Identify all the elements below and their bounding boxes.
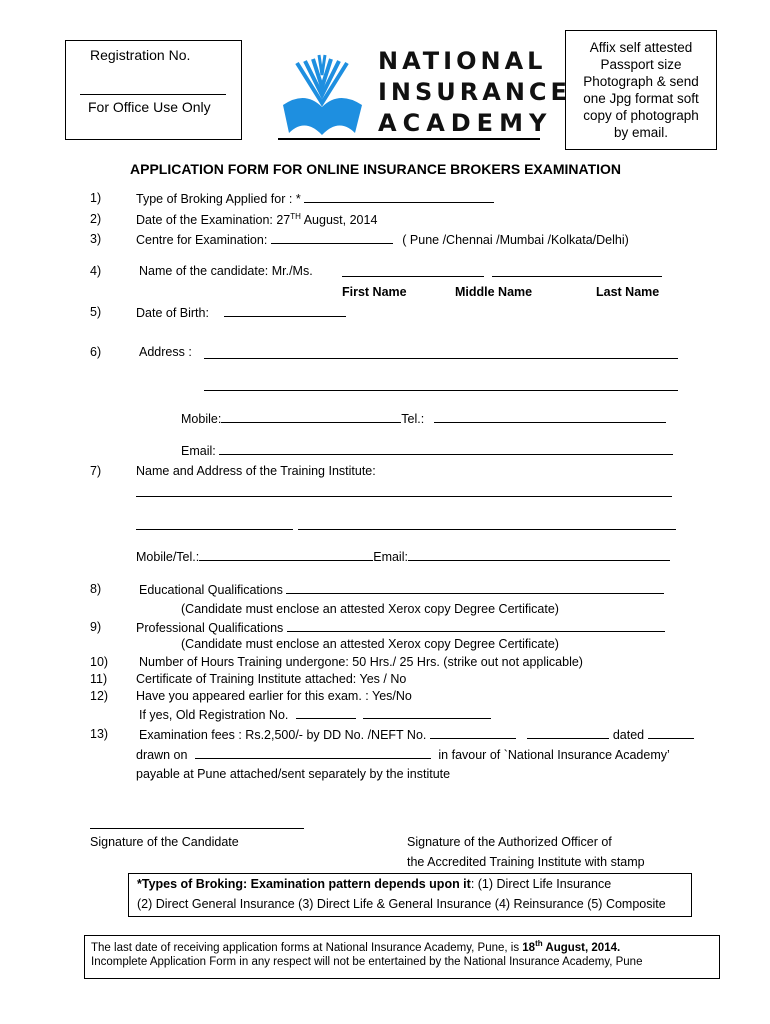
photo-line: by email. [613, 125, 669, 140]
deadline-sup: th [535, 939, 543, 948]
item-number: 2) [90, 212, 102, 226]
item-note: (Candidate must enclose an attested Xerox copy Degree Certificate) [181, 602, 559, 616]
drawn-on-field[interactable] [195, 747, 431, 759]
deadline-note [84, 935, 720, 979]
address-field-2[interactable] [204, 390, 678, 391]
last-name-label: Last Name [596, 285, 660, 299]
item-text: Date of Birth: [136, 306, 209, 320]
item-text: Name and Address of the Training Institute: [136, 464, 376, 478]
deadline-line-1 [91, 939, 620, 954]
item-text: drawn on [136, 748, 188, 762]
old-reg-field-1[interactable] [296, 707, 356, 719]
item-number: 6) [90, 345, 102, 359]
photo-line: Photograph & send [583, 74, 699, 89]
institute-field-2[interactable] [136, 529, 293, 530]
office-use-box [65, 40, 242, 140]
item-number: 5) [90, 305, 102, 319]
old-reg-field-2[interactable] [363, 707, 491, 719]
tel-field[interactable] [434, 411, 666, 423]
item-text: Centre for Examination: [136, 233, 268, 247]
deadline-day: 18 [522, 941, 536, 954]
first-name-label: First Name [342, 285, 407, 299]
item-number: 3) [90, 232, 102, 246]
item-text: Name of the candidate: Mr./Ms. [139, 264, 313, 278]
item-text: Examination fees : Rs.2,500/- by DD No. /NEFT No. [139, 728, 427, 742]
neft-number-field[interactable] [527, 727, 609, 739]
registration-line [80, 94, 226, 95]
education-field[interactable] [286, 582, 664, 594]
institute-mobile-field[interactable] [199, 549, 373, 561]
item-number: 9) [90, 620, 102, 634]
item-text: Professional Qualifications [136, 621, 284, 635]
dated-field[interactable] [648, 727, 694, 739]
candidate-signature-line[interactable] [90, 828, 304, 829]
institute-field-3[interactable] [298, 529, 676, 530]
logo-underline [278, 138, 540, 140]
logo-line-2: INSURANCE [378, 78, 571, 106]
office-use-label: For Office Use Only [88, 99, 211, 115]
item-text: Type of Broking Applied for : * [136, 192, 301, 206]
deadline-month: August, 2014. [542, 941, 621, 954]
item-broking-type [136, 191, 494, 206]
registration-label: Registration No. [90, 47, 191, 63]
note-text: : (1) Direct Life Insurance [470, 877, 612, 891]
address-field-1[interactable] [204, 358, 678, 359]
item-number: 12) [90, 689, 109, 703]
note-line-1 [137, 877, 611, 891]
photo-line: Affix self attested [589, 40, 693, 55]
email-label: Email: [181, 444, 216, 458]
item-number: 4) [90, 264, 102, 278]
first-name-field[interactable] [342, 276, 484, 277]
institute-email-label: Email: [373, 550, 408, 564]
item-number: 11) [90, 672, 108, 686]
item-text: Certificate of Training Institute attached: Yes / No [136, 672, 407, 686]
item-text: Date of the Examination: 27 [136, 213, 291, 228]
deadline-line-2: Incomplete Application Form in any respect will not be entertained by the National Insurance Academy, Pune [91, 956, 643, 968]
item-number: 8) [90, 582, 102, 596]
mobile-label: Mobile: [181, 412, 222, 426]
note-bold: *Types of Broking: Examination pattern depends upon it [137, 877, 471, 891]
candidate-signature-label: Signature of the Candidate [90, 835, 239, 849]
photo-line: Passport size [600, 57, 682, 72]
photo-line: one Jpg format soft [583, 91, 699, 106]
email-field[interactable] [219, 443, 673, 455]
item-note: (Candidate must enclose an attested Xerox copy Degree Certificate) [181, 637, 559, 651]
middle-name-label: Middle Name [455, 285, 533, 299]
superscript: TH [290, 212, 301, 221]
dated-label: dated [612, 728, 645, 742]
logo-line-3: ACADEMY [378, 109, 553, 137]
photo-line: copy of photograph [583, 108, 699, 123]
item-number: 7) [90, 464, 102, 478]
institute-field-1[interactable] [136, 496, 672, 497]
item-text: in favour of `National Insurance Academy’ [438, 748, 670, 762]
item-text: Number of Hours Training undergone: 50 Hrs./ 25 Hrs. (strike out not applicable) [139, 655, 583, 669]
item-dob [136, 305, 346, 320]
item-professional [136, 620, 665, 635]
item-number: 10) [90, 655, 109, 669]
academy-logo-icon [275, 45, 370, 137]
item-text: Educational Qualifications [139, 583, 283, 597]
middle-last-name-field[interactable] [492, 276, 662, 277]
item-text: ( Pune /Chennai /Mumbai /Kolkata/Delhi) [402, 233, 629, 247]
institute-contact-row [136, 549, 670, 564]
drawn-on-row [136, 747, 670, 762]
item-text: Address : [139, 345, 192, 359]
item-exam-date [136, 212, 377, 227]
mobtel-label: Mobile/Tel.: [136, 550, 200, 564]
item-centre [136, 232, 629, 247]
email-row [181, 443, 673, 458]
dob-field[interactable] [224, 305, 346, 317]
professional-field[interactable] [287, 620, 665, 632]
officer-signature-label: Signature of the Authorized Officer of [407, 835, 612, 849]
footer-text: The last date of receiving application forms at National Insurance Academy, Pune, is [91, 941, 523, 954]
broking-types-note [128, 873, 692, 917]
officer-signature-label-2: the Accredited Training Institute with stamp [407, 855, 645, 869]
item-fees [139, 727, 694, 742]
old-registration-row [139, 707, 491, 722]
item-number: 1) [90, 191, 102, 205]
centre-field[interactable] [271, 232, 393, 244]
broking-type-field[interactable] [304, 191, 494, 203]
institute-email-field[interactable] [408, 549, 670, 561]
item-education [139, 582, 664, 597]
logo-line-1: NATIONAL [378, 47, 547, 75]
item-text: Have you appeared earlier for this exam. : Yes/No [136, 689, 412, 703]
form-title: APPLICATION FORM FOR ONLINE INSURANCE BROKERS EXAMINATION [130, 161, 622, 177]
tel-label: Tel.: [401, 412, 425, 426]
note-line-2: (2) Direct General Insurance (3) Direct Life & General Insurance (4) Reinsurance (5) Composite [137, 897, 666, 911]
mobile-field[interactable] [221, 411, 401, 423]
item-text: payable at Pune attached/sent separately by the institute [136, 767, 451, 781]
photo-box [565, 30, 717, 150]
mobile-tel-row [181, 411, 666, 426]
dd-number-field[interactable] [430, 727, 516, 739]
item-text: August, 2014 [300, 213, 378, 228]
item-text: If yes, Old Registration No. [139, 708, 289, 722]
item-number: 13) [90, 727, 109, 741]
